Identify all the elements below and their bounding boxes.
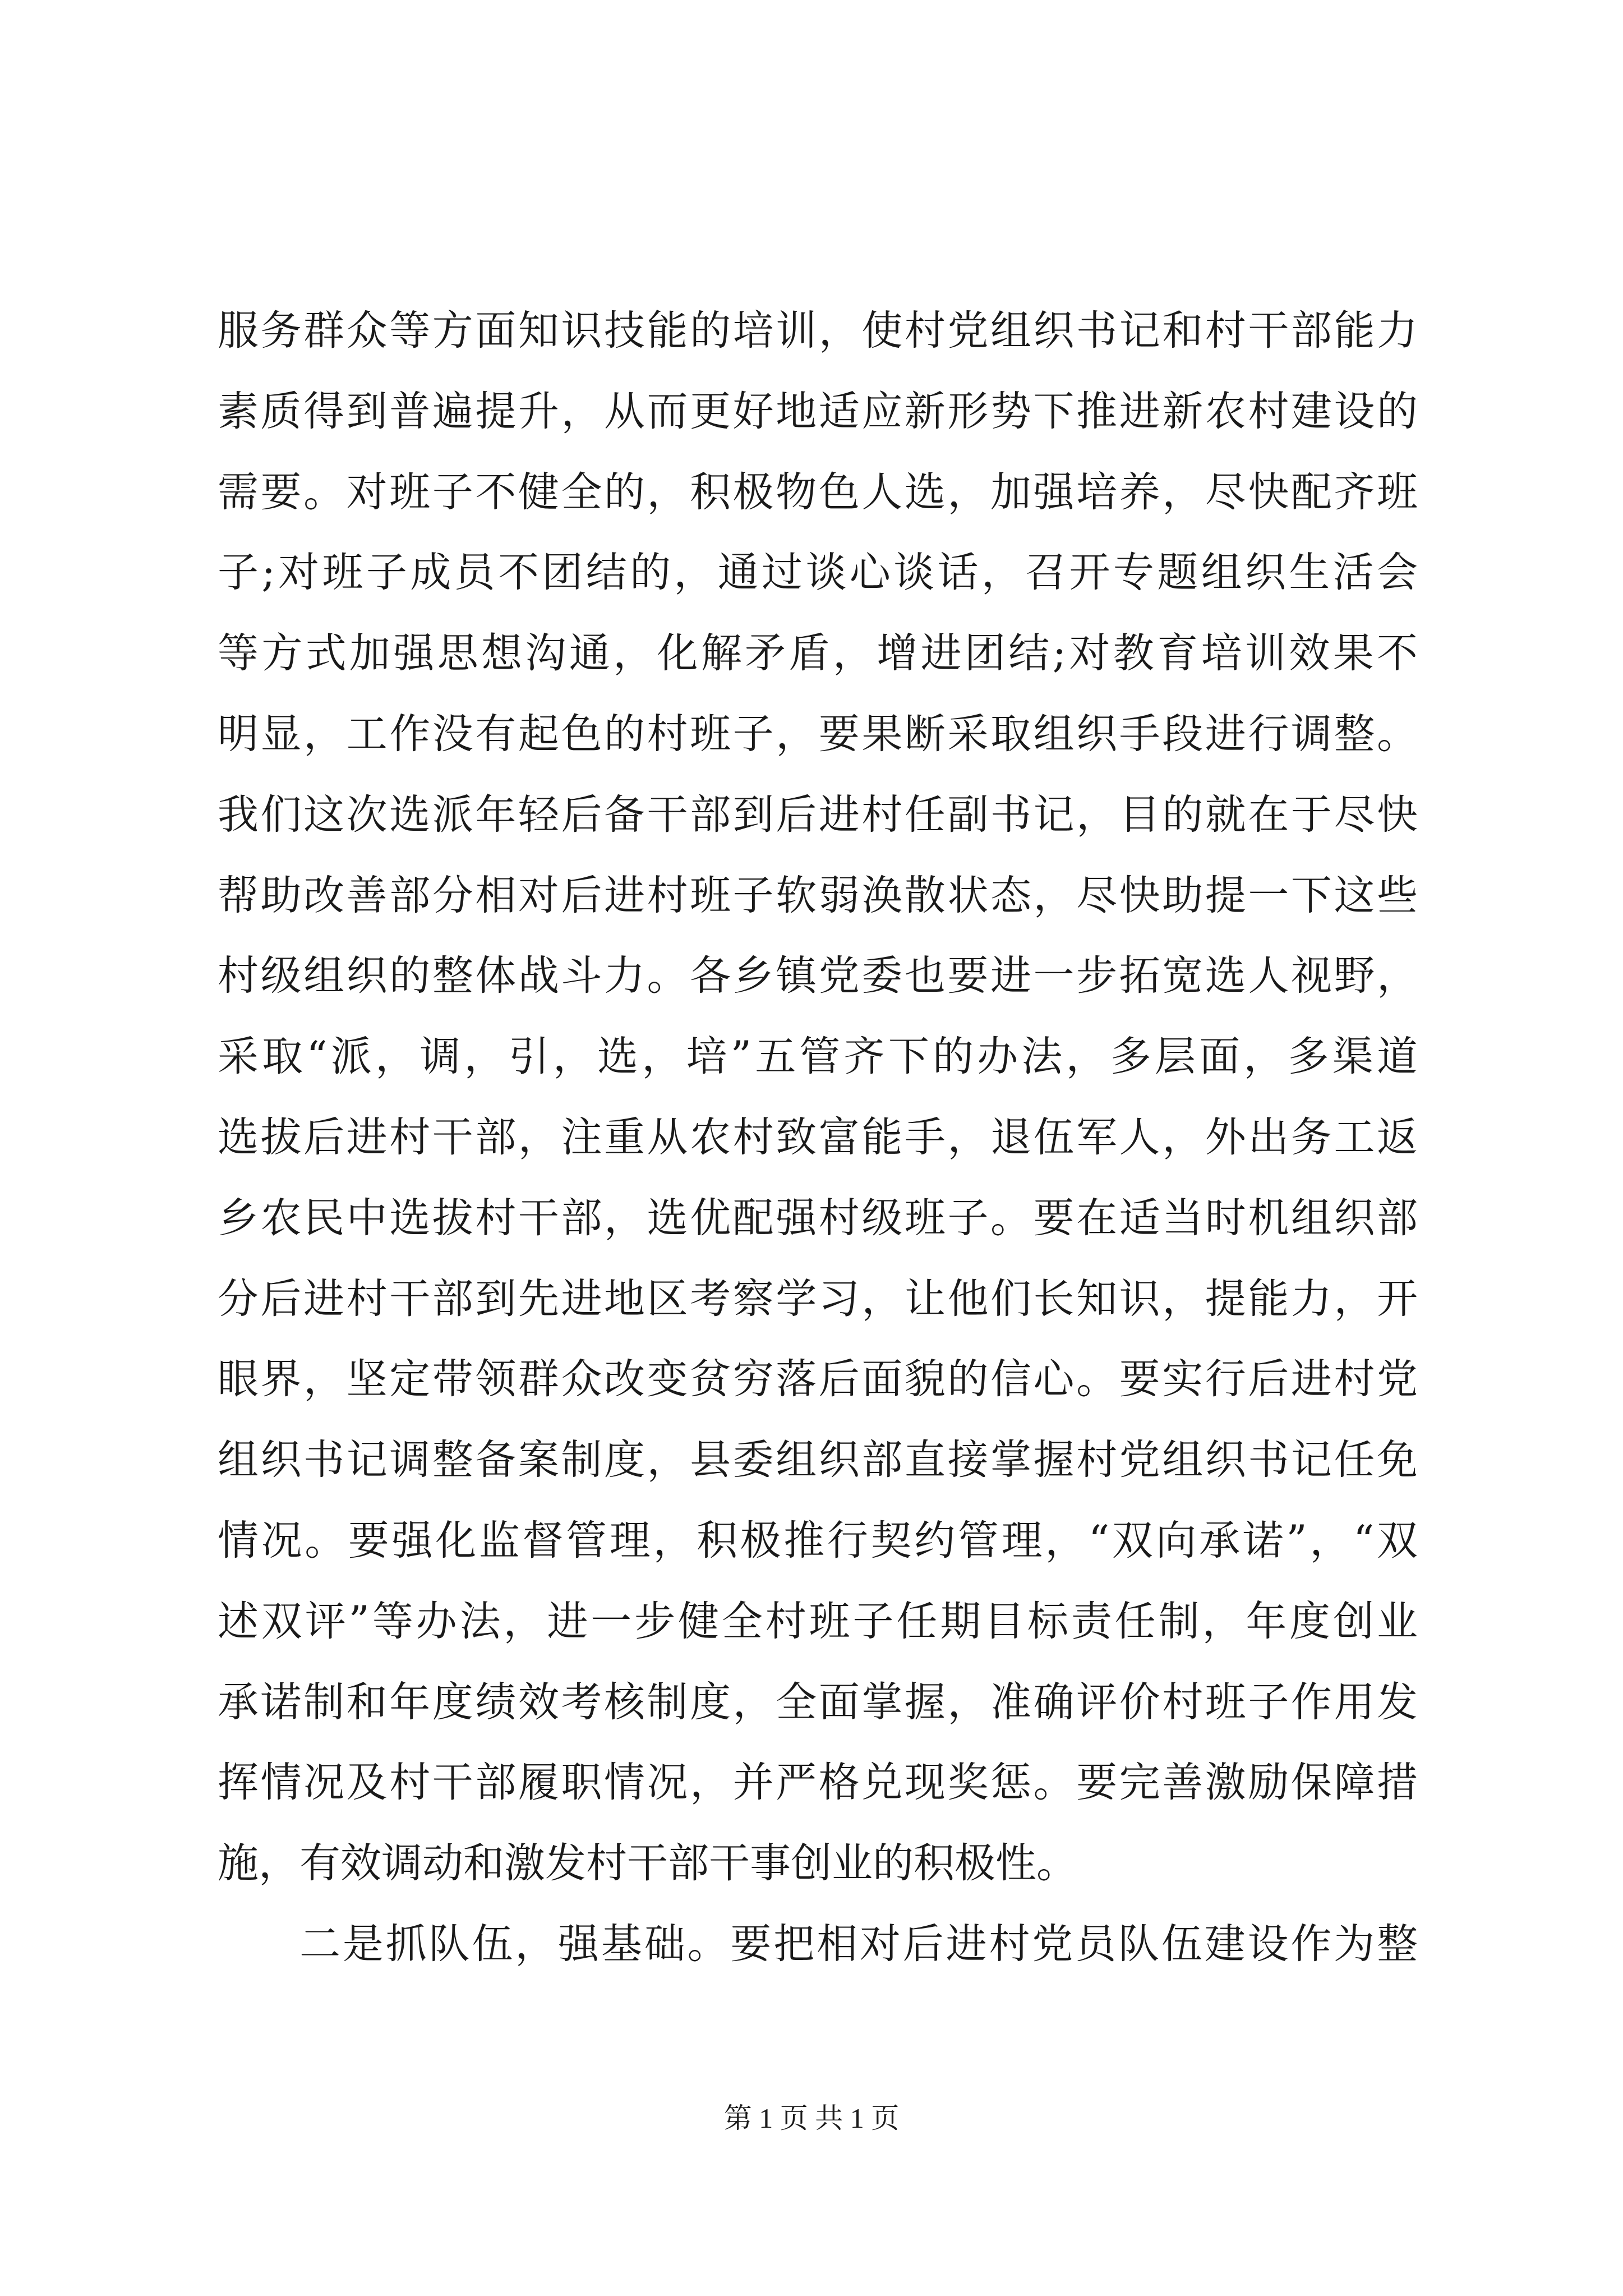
text-line: 等方式加强思想沟通，化解矛盾，增进团结;对教育培训效果不	[218, 629, 1418, 678]
text-line: 情况。要强化监督管理，积极推行契约管理，“双向承诺”，“双	[218, 1516, 1418, 1565]
text-line: 眼界，坚定带领群众改变贫穷落后面貌的信心。要实行后进村党	[218, 1355, 1418, 1404]
text-line: 服务群众等方面知识技能的培训，使村党组织书记和村干部能力	[218, 307, 1418, 355]
page-number-label: 第 1 页 共 1 页	[723, 2102, 900, 2134]
text-line: 组织书记调整备案制度，县委组织部直接掌握村党组织书记任免	[218, 1436, 1418, 1484]
text-line: 子;对班子成员不团结的，通过谈心谈话，召开专题组织生活会	[218, 549, 1418, 597]
page-footer	[0, 2101, 1623, 2135]
text-line: 乡农民中选拔村干部，选优配强村级班子。要在适当时机组织部	[218, 1194, 1418, 1242]
text-line: 村级组织的整体战斗力。各乡镇党委也要进一步拓宽选人视野，	[218, 952, 1418, 1000]
text-line: 分后进村干部到先进地区考察学习，让他们长知识，提能力，开	[218, 1274, 1418, 1323]
text-line: 采取“派，调，引，选，培”五管齐下的办法，多层面，多渠道	[218, 1033, 1418, 1081]
text-line: 挥情况及村干部履职情况，并严格兑现奖惩。要完善激励保障措	[218, 1759, 1418, 1807]
text-line: 我们这次选派年轻后备干部到后进村任副书记，目的就在于尽快	[218, 790, 1418, 839]
paragraph-end-line: 施，有效调动和激发村干部干事创业的积极性。	[218, 1839, 1077, 1888]
text-line: 帮助改善部分相对后进村班子软弱涣散状态，尽快助提一下这些	[218, 871, 1418, 919]
text-line: 述双评”等办法，进一步健全村班子任期目标责任制，年度创业	[218, 1597, 1418, 1645]
text-line: 需要。对班子不健全的，积极物色人选，加强培养，尽快配齐班	[218, 468, 1418, 516]
paragraph-start-line: 二是抓队伍，强基础。要把相对后进村党员队伍建设作为整	[299, 1920, 1418, 1968]
body-text	[218, 291, 1418, 1985]
text-line: 素质得到普遍提升，从而更好地适应新形势下推进新农村建设的	[218, 387, 1418, 435]
text-line: 承诺制和年度绩效考核制度，全面掌握，准确评价村班子作用发	[218, 1678, 1418, 1726]
text-line: 选拔后进村干部，注重从农村致富能手，退伍军人，外出务工返	[218, 1113, 1418, 1161]
text-line: 明显，工作没有起色的村班子，要果断采取组织手段进行调整。	[218, 710, 1418, 758]
